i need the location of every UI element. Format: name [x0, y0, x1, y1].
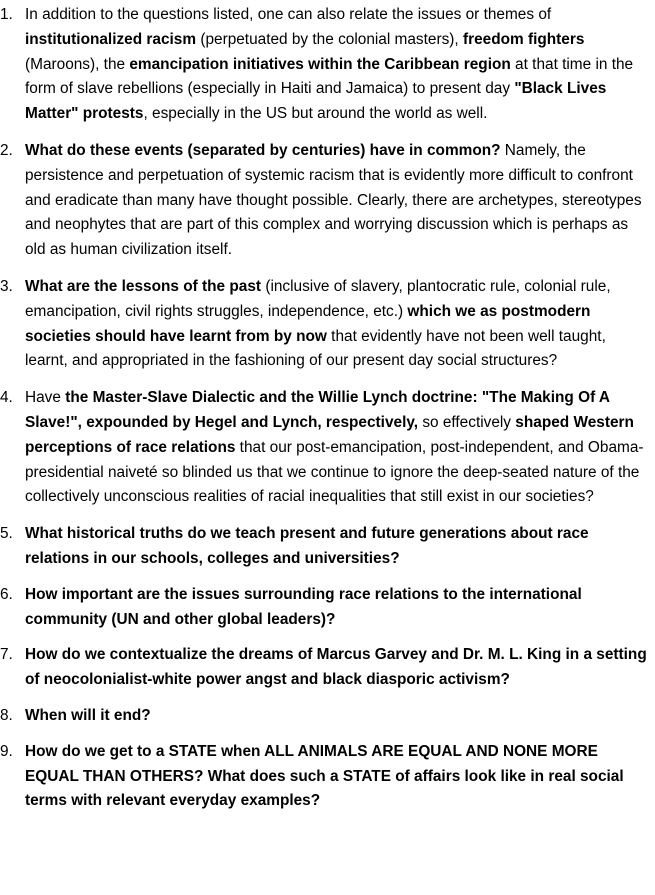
- list-item: [0, 3, 649, 127]
- bold-segment: institutionalized racism: [25, 30, 197, 48]
- text-segment: so effectively: [418, 413, 516, 431]
- bold-segment: What historical truths do we teach present and future generations about race relations in our schools, colleges and universities?: [25, 525, 589, 567]
- bold-segment: What do these events (separated by centuries) have in common?: [25, 141, 501, 159]
- text-segment: that evidently have not been well taught, learnt, and appropriated in the fashioning of our present day social structures?: [25, 327, 606, 370]
- list-item: [0, 704, 649, 729]
- list-item-text: [25, 6, 633, 122]
- list-item-text: [25, 142, 642, 258]
- list-item: [0, 386, 649, 510]
- question-list: [0, 3, 649, 814]
- bold-segment: "Black Lives Matter" protests: [25, 80, 607, 123]
- list-item-number: 1.: [0, 6, 13, 23]
- list-item: [0, 275, 649, 374]
- list-item-number: 4.: [0, 389, 13, 407]
- text-segment: at that time in the form of slave rebellions (especially in Haiti and Jamaica) to present day: [25, 55, 634, 98]
- bold-segment: How important are the issues surrounding race relations to the international community (UN and other global leaders)?: [25, 585, 582, 628]
- bold-segment: When will it end?: [25, 706, 151, 724]
- list-item: [0, 740, 649, 814]
- list-item-text: [25, 389, 644, 505]
- list-item-text: [25, 586, 582, 628]
- list-item: [0, 139, 649, 263]
- list-item-number: 2.: [0, 141, 13, 159]
- text-segment: , especially in the US but around the world as well.: [143, 105, 488, 123]
- bold-segment: shaped Western perceptions of race relations: [25, 413, 634, 456]
- bold-segment: How do we get to a STATE when ALL ANIMALS ARE EQUAL AND NONE MORE EQUAL THAN OTHERS? What does such a STATE of affairs look like in real social terms with relevant everyday examples?: [25, 742, 624, 810]
- list-item-number: 8.: [0, 706, 13, 724]
- text-segment: Namely, the persistence and perpetuation of systemic racism that is evidently more difficult to confront and eradicate than many have thought possible. Clearly, there are archetypes, stereotypes and neophytes that are part of this complex and worrying discussion which is perhaps as old as human civilization itself.: [25, 141, 642, 259]
- list-item-number: 5.: [0, 525, 13, 543]
- bold-segment: which we as postmodern societies should have learnt from by now: [25, 302, 591, 345]
- list-item-number: 3.: [0, 277, 13, 295]
- bold-segment: How do we contextualize the dreams of Marcus Garvey and Dr. M. L. King in a setting of neocolonialist-white power angst and black diasporic activism?: [25, 646, 647, 689]
- text-segment: (Maroons), the: [25, 55, 130, 73]
- bold-segment: emancipation initiatives within the Caribbean region: [129, 55, 511, 73]
- text-segment: In addition to the questions listed, one can also relate the issues or themes of: [25, 6, 552, 23]
- list-item-number: 7.: [0, 646, 13, 664]
- list-item-text: [25, 743, 624, 810]
- bold-segment: freedom fighters: [462, 30, 585, 48]
- text-segment: Have: [25, 389, 66, 407]
- list-item-number: 9.: [0, 742, 13, 760]
- list-item-text: [25, 525, 589, 567]
- list-item-text: [25, 646, 647, 688]
- list-item-text: [25, 278, 611, 369]
- text-segment: that our post-emancipation, post-independent, and Obama-presidential naiveté so blinded us that we continue to ignore the deep-seated nature of the collectively unconscious realities of racial inequalities that still exist in our societies?: [25, 438, 644, 506]
- bold-segment: the Master-Slave Dialectic and the Willie Lynch doctrine: "The Making Of A Slave!", expounded by Hegel and Lynch, respectively,: [25, 389, 610, 431]
- bold-segment: What are the lessons of the past: [25, 277, 262, 295]
- text-segment: (perpetuated by the colonial masters),: [196, 30, 463, 48]
- list-item-number: 6.: [0, 585, 13, 603]
- list-item: [0, 522, 649, 572]
- list-item: [0, 583, 649, 633]
- list-item: [0, 643, 649, 693]
- list-item-text: [25, 707, 151, 724]
- text-segment: (inclusive of slavery, plantocratic rule, colonial rule, emancipation, civil rights struggles, independence, etc.): [25, 277, 611, 320]
